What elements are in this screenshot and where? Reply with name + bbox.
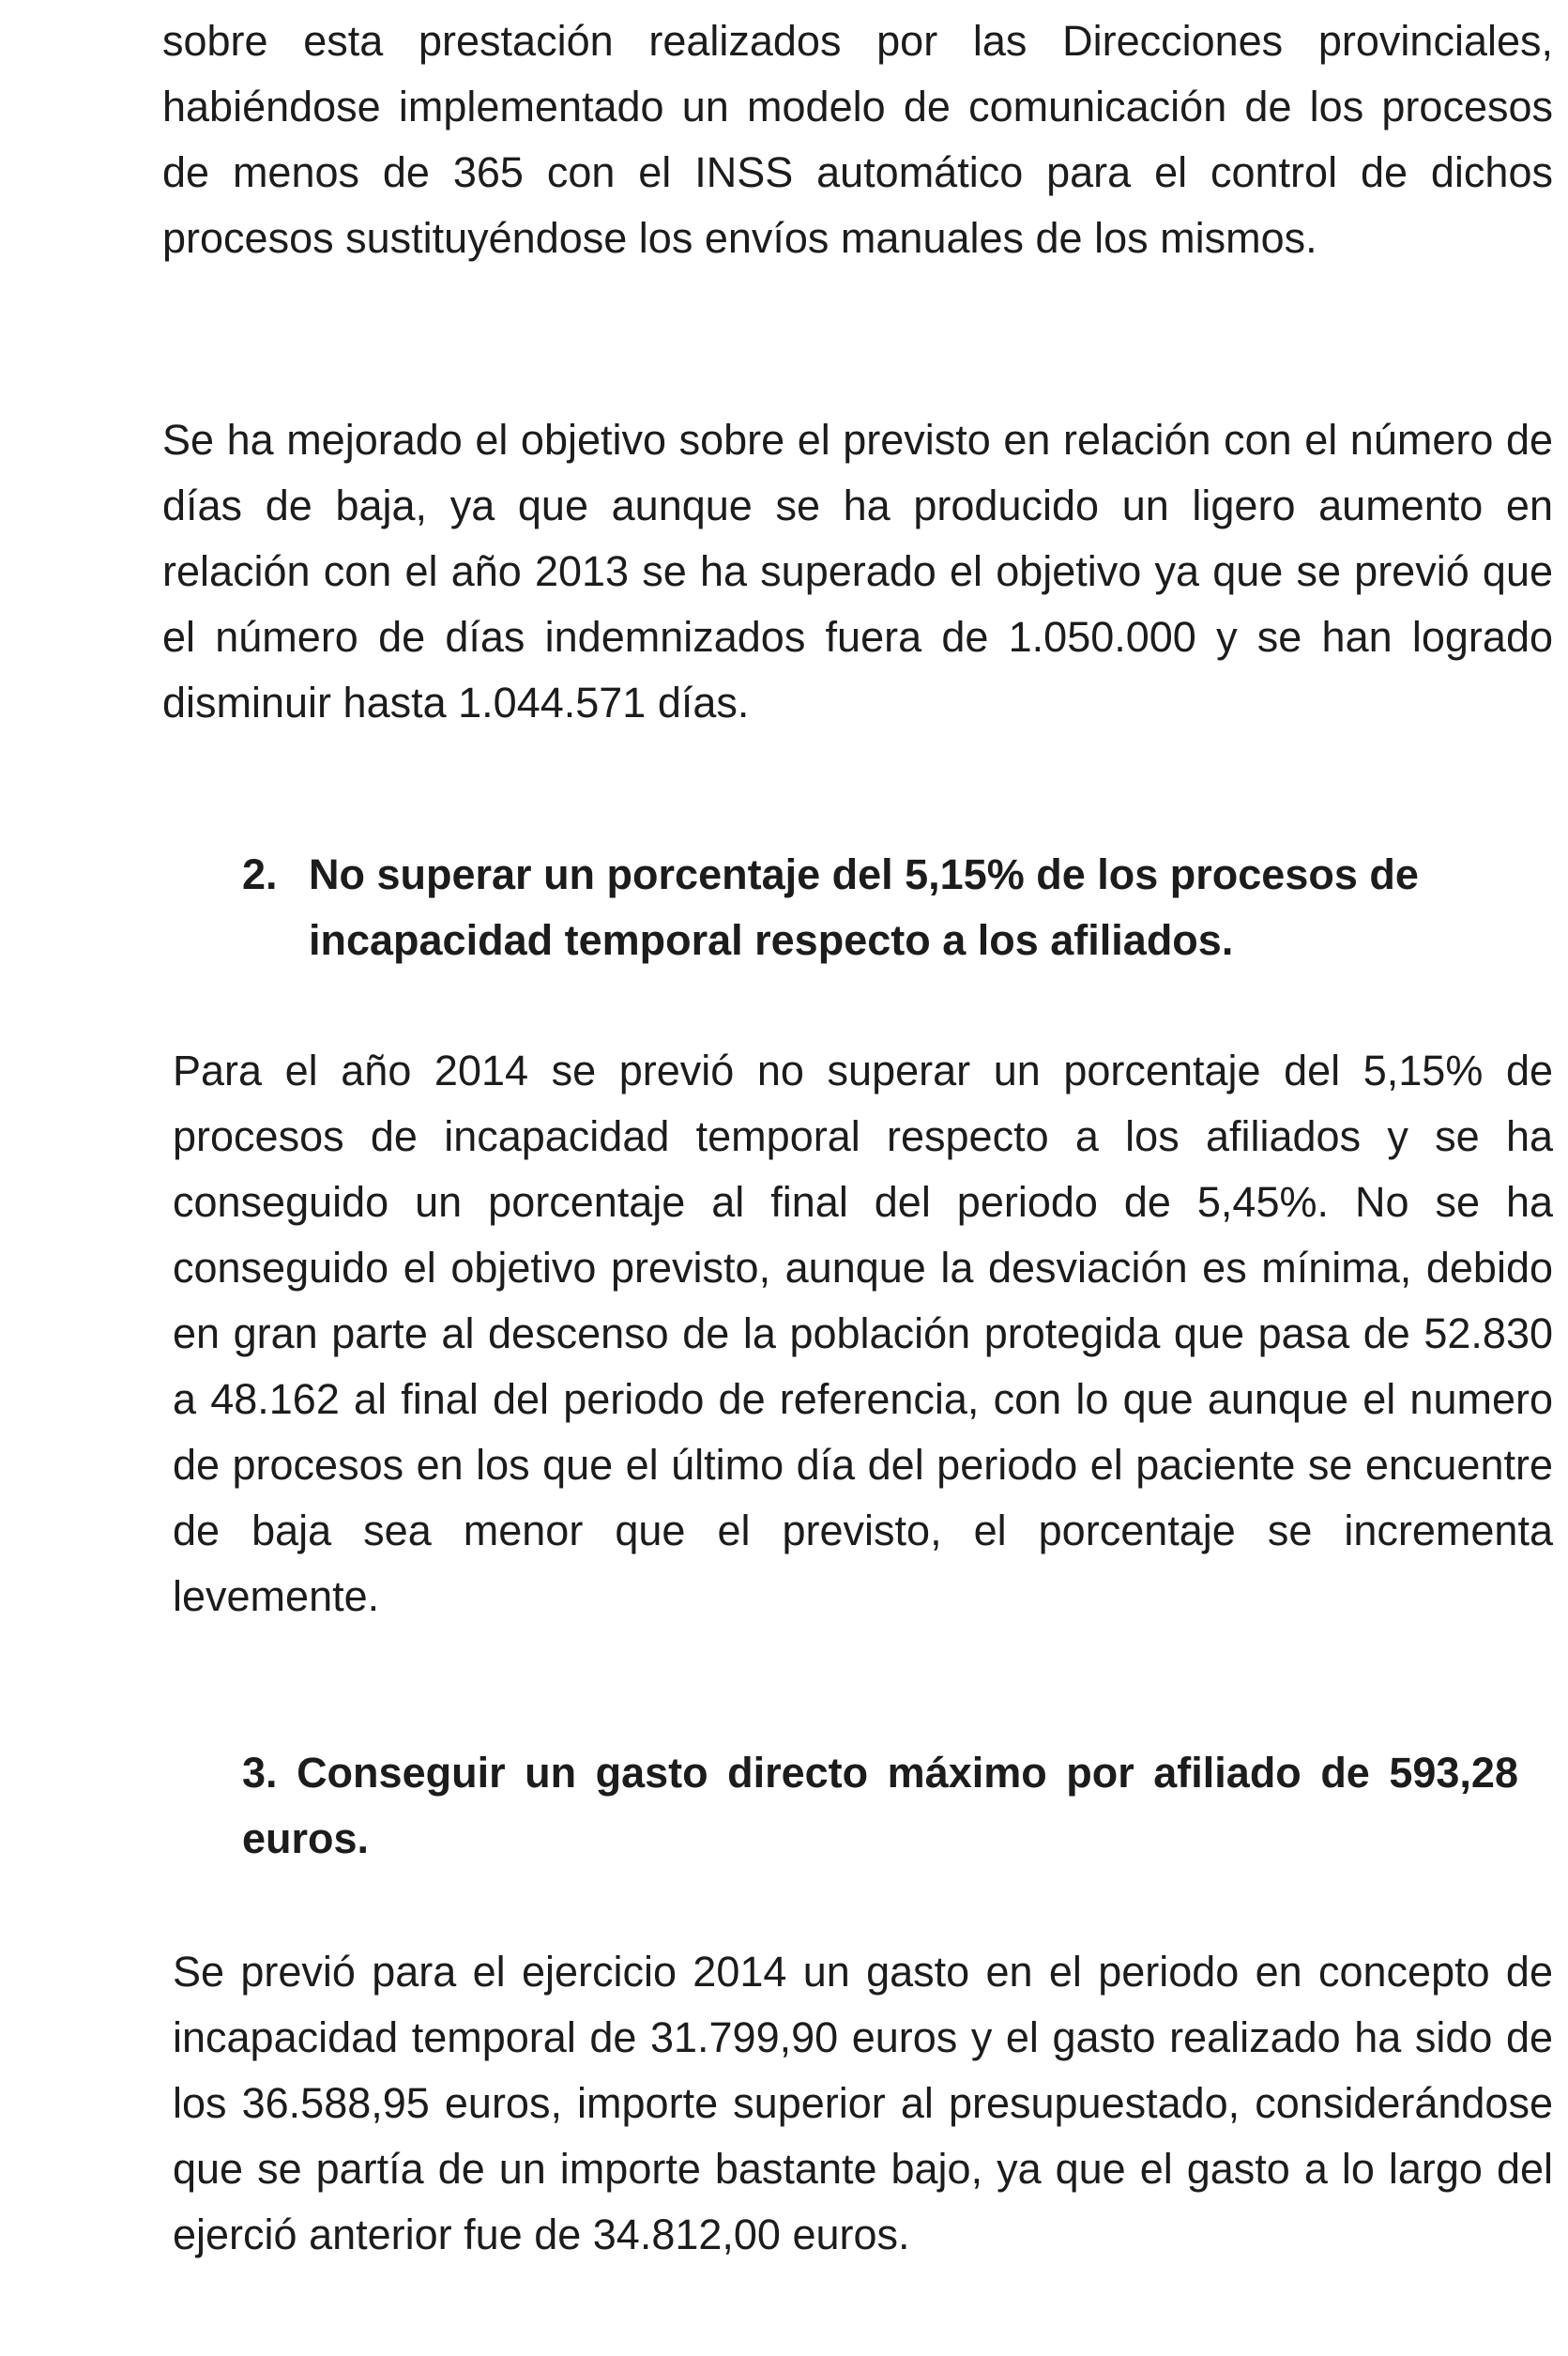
paragraph-porcentaje-procesos: Para el año 2014 se previó no superar un porcentaje del 5,15% de procesos de incapacidad temporal respecto a los afiliados y se ha conseguido un porcentaje al final del periodo de 5,45%. No se ha conseguido el objetivo previsto, aunque la desviación es mínima, debido en gran parte al descenso de la población protegida que pasa de 52.830 a 48.162 al final del periodo de referencia, con lo que aunque el numero de procesos en los que el último día del periodo el paciente se encuentre de baja sea menor que el previsto, el porcentaje se incrementa levemente. (173, 1047, 1553, 1620)
paragraph-prestacion: sobre esta prestación realizados por las Direcciones provinciales, habiéndose implementado un modelo de comunicación de los procesos de menos de 365 con el INSS automático para el control de dichos procesos sustituyéndose los envíos manuales de los mismos. (162, 17, 1553, 262)
paragraph-gasto-directo: Se previó para el ejercicio 2014 un gasto en el periodo en concepto de incapacidad temporal de 31.799,90 euros y el gasto realizado ha sido de los 36.588,95 euros, importe superior al presupuestado, considerándose que se partía de un importe bastante bajo, ya que el gasto a lo largo del ejerció anterior fue de 34.812,00 euros. (173, 1948, 1553, 2258)
section-title: No superar un porcentaje del 5,15% de los procesos de incapacidad temporal respecto a los afiliados. (309, 850, 1419, 964)
section-heading-2 (242, 842, 1546, 973)
section-number: 3. (242, 1749, 278, 1797)
section-title: Conseguir un gasto directo máximo por afiliado de 593,28 euros. (242, 1749, 1518, 1862)
section-number: 2. (242, 850, 278, 898)
paragraph-dias-baja: Se ha mejorado el objetivo sobre el previsto en relación con el número de días de baja, ya que aunque se ha producido un ligero aumento en relación con el año 2013 se ha superado el objetivo ya que se previó que el número de días indemnizados fuera de 1.050.000 y se han logrado disminuir hasta 1.044.571 días. (162, 416, 1553, 727)
section-heading-3 (242, 1740, 1518, 1872)
